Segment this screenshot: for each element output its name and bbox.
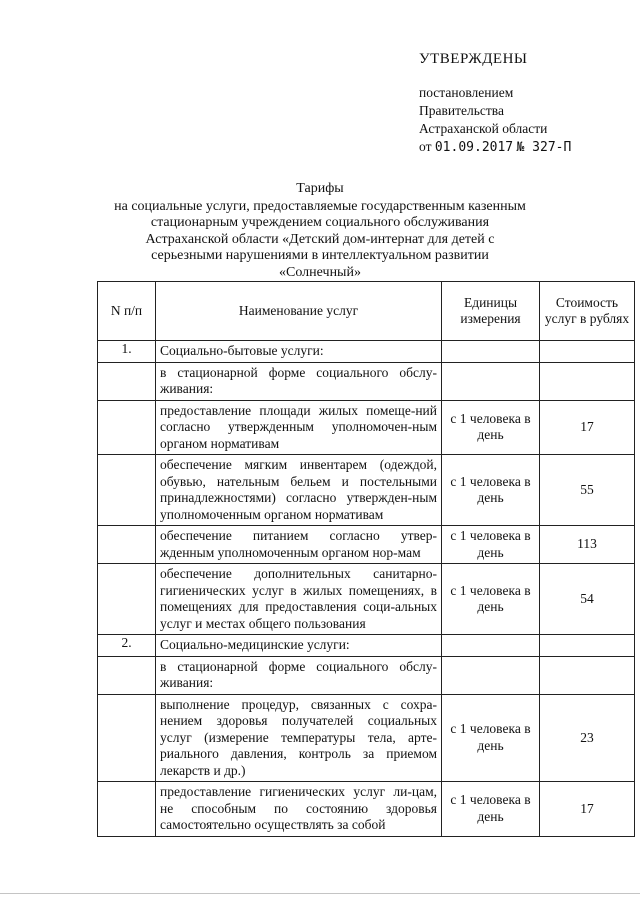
row-num: 1. [98, 341, 156, 363]
approval-date-line [419, 138, 571, 157]
approval-number: № 327-П [516, 140, 572, 155]
table-row [98, 782, 635, 837]
row-unit [442, 656, 540, 694]
approval-from-label: от [419, 139, 432, 154]
table-row [98, 455, 635, 526]
row-unit [442, 362, 540, 400]
row-num [98, 400, 156, 455]
row-unit: с 1 человека в день [442, 564, 540, 635]
row-num [98, 526, 156, 564]
approval-heading: УТВЕРЖДЕНЫ [419, 51, 528, 67]
row-price: 17 [540, 400, 635, 455]
row-price: 23 [540, 694, 635, 782]
row-price [540, 656, 635, 694]
approval-date: 01.09.2017 [434, 140, 514, 155]
row-service: предоставление гигиенических услуг ли-цам, не способным по состоянию здоровья самостоятельно осуществлять за собой [156, 782, 442, 837]
title-word: Тарифы [296, 181, 344, 196]
table-row [98, 694, 635, 782]
row-num [98, 564, 156, 635]
tariff-table [97, 281, 635, 837]
row-num [98, 656, 156, 694]
row-unit: с 1 человека в день [442, 400, 540, 455]
row-price: 17 [540, 782, 635, 837]
row-service: Социально-медицинские услуги: [156, 635, 442, 657]
scan-edge-line [0, 893, 640, 894]
row-service: обеспечение дополнительных санитарно-гигиенических услуг в жилых помещениях, в помещениях для предоставления соци-альных услуг и местах общего пользования [156, 564, 442, 635]
table-row [98, 656, 635, 694]
row-unit: с 1 человека в день [442, 455, 540, 526]
table-row [98, 564, 635, 635]
document-title [110, 181, 530, 281]
table-row [98, 400, 635, 455]
table-row [98, 362, 635, 400]
table-row [98, 635, 635, 657]
row-price: 55 [540, 455, 635, 526]
approval-line-government: Правительства [419, 103, 504, 118]
table-header-row [98, 282, 635, 341]
row-num [98, 362, 156, 400]
row-service: выполнение процедур, связанных с сохра-нением здоровья получателей социальных услуг (измерение температуры тела, арте-риального давления, контроль за приемом лекарств и др.) [156, 694, 442, 782]
row-unit: с 1 человека в день [442, 694, 540, 782]
approval-block [419, 50, 571, 157]
table-row [98, 341, 635, 363]
row-unit: с 1 человека в день [442, 526, 540, 564]
row-service: в стационарной форме социального обслу-живания: [156, 362, 442, 400]
row-unit [442, 341, 540, 363]
row-service: обеспечение питанием согласно утвер-жденным уполномоченным органом нор-мам [156, 526, 442, 564]
row-num [98, 694, 156, 782]
header-num: N п/п [98, 282, 156, 341]
row-num: 2. [98, 635, 156, 657]
row-num [98, 782, 156, 837]
header-name: Наименование услуг [156, 282, 442, 341]
row-unit: с 1 человека в день [442, 782, 540, 837]
header-price: Стоимость услуг в рублях [540, 282, 635, 341]
title-body: на социальные услуги, предоставляемые государственным казенным стационарным учреждением социального обслуживания Астраханской области «Детский дом-интернат для детей с серьезными нарушениями в интеллектуальном развитии «Солнечный» [114, 198, 526, 280]
table-row [98, 526, 635, 564]
approval-line-region: Астраханской области [419, 121, 548, 136]
row-price [540, 635, 635, 657]
row-num [98, 455, 156, 526]
row-service: обеспечение мягким инвентарем (одеждой, обувью, нательным бельем и постельными принадлежностями) согласно утвержден-ным уполномоченным органом нормативам [156, 455, 442, 526]
row-service: предоставление площади жилых помеще-ний согласно утвержденным уполномочен-ным органом нормативам [156, 400, 442, 455]
row-price [540, 341, 635, 363]
row-price [540, 362, 635, 400]
row-price: 54 [540, 564, 635, 635]
approval-line-resolution: постановлением [419, 85, 514, 100]
row-service: в стационарной форме социального обслу-живания: [156, 656, 442, 694]
row-service: Социально-бытовые услуги: [156, 341, 442, 363]
row-price: 113 [540, 526, 635, 564]
row-unit [442, 635, 540, 657]
header-unit: Единицы измерения [442, 282, 540, 341]
